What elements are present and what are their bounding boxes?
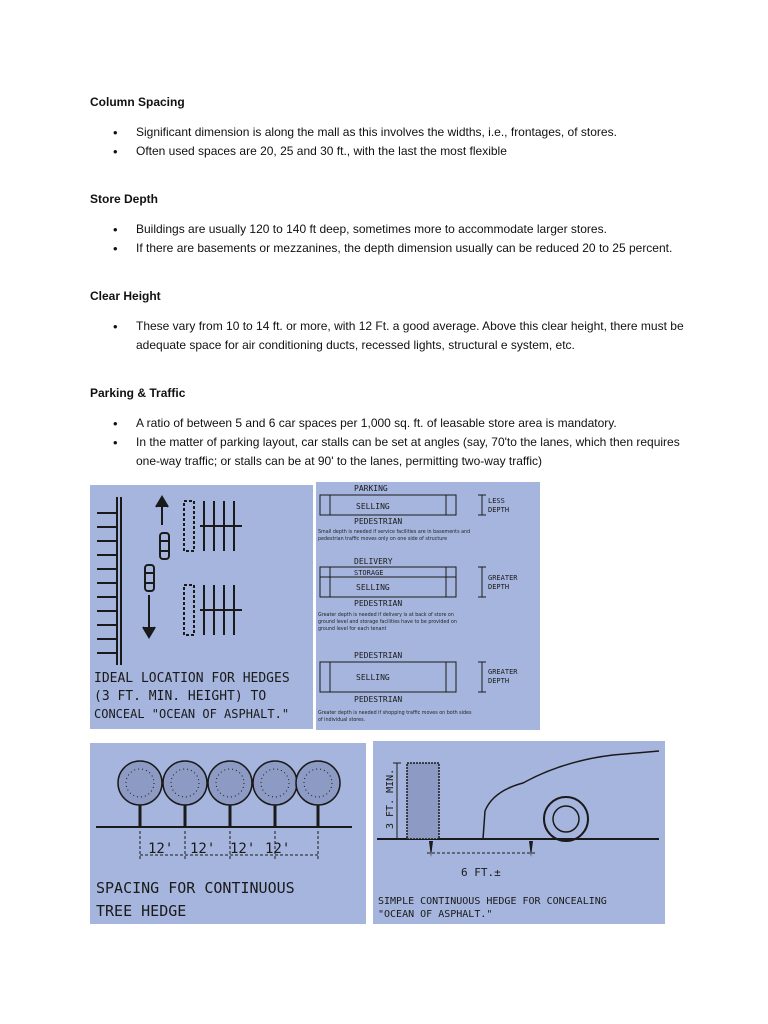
caption-line: (3 FT. MIN. HEIGHT) TO (94, 689, 267, 704)
label-depth: GREATER (488, 668, 518, 676)
list-item: • In the matter of parking layout, car stalls can be set at angles (say, 70'to the lanes, which then requires one-way traffic; or stalls can be at 90' to the lanes, permitting two-way traffic) (90, 433, 690, 471)
label-selling: SELLING (356, 673, 390, 682)
label-pedestrian: PEDESTRIAN (354, 517, 403, 526)
note-line: ground level and storage facilities have to be provided on (318, 620, 457, 625)
list-item: • If there are basements or mezzanines, the depth dimension usually can be reduced 20 to 25 percent. (90, 239, 690, 258)
caption-line: SPACING FOR CONTINUOUS (96, 879, 295, 897)
figure-hedge-parking (90, 485, 313, 729)
heading-parking-traffic: Parking & Traffic (90, 386, 186, 400)
caption-line: IDEAL LOCATION FOR HEDGES (94, 671, 290, 686)
note-line: Small depth is needed if service facilities are in basements and (318, 530, 471, 535)
simple-hedge-drawing (373, 741, 665, 924)
heading-column-spacing: Column Spacing (90, 95, 185, 109)
note-line: ground level for each tenant (318, 627, 387, 632)
figure-simple-hedge (373, 741, 665, 924)
label-depth: DEPTH (488, 677, 510, 685)
label-parking: PARKING (354, 484, 388, 493)
label-depth: GREATER (488, 574, 518, 582)
label-selling: SELLING (356, 583, 390, 592)
label-pedestrian: PEDESTRIAN (354, 651, 403, 660)
spacing-label: 12' (265, 841, 291, 857)
bullet-list-parking-traffic (90, 414, 690, 471)
caption-line: CONCEAL "OCEAN OF ASPHALT." (94, 707, 290, 721)
label-depth: DEPTH (488, 583, 510, 591)
caption-line: SIMPLE CONTINUOUS HEDGE FOR CONCEALING (378, 896, 607, 907)
label-pedestrian: PEDESTRIAN (354, 695, 403, 704)
heading-store-depth: Store Depth (90, 192, 159, 206)
width-label: 6 FT.± (461, 866, 501, 879)
figure-tree-hedge (90, 743, 366, 924)
bullet-list-store-depth (90, 220, 690, 258)
figure-store-depth (316, 482, 540, 730)
bullet-list-clear-height (90, 317, 690, 355)
caption-line: "OCEAN OF ASPHALT." (378, 909, 493, 920)
list-item: • Often used spaces are 20, 25 and 30 ft., with the last the most flexible (90, 142, 690, 161)
label-delivery: DELIVERY (354, 557, 393, 566)
height-label: 3 FT. MIN. (385, 768, 396, 829)
bullet-list-column-spacing (90, 123, 690, 161)
note-line: Greater depth is needed if delivery is at back of store on (318, 613, 454, 618)
spacing-label: 12' (148, 841, 174, 857)
caption-line: TREE HEDGE (96, 902, 187, 920)
list-item: • Buildings are usually 120 to 140 ft deep, sometimes more to accommodate larger stores. (90, 220, 690, 239)
tree-hedge-drawing (90, 743, 366, 924)
label-depth: LESS (488, 497, 505, 505)
label-pedestrian: PEDESTRIAN (354, 599, 403, 608)
store-depth-drawing (316, 482, 540, 730)
hedge-parking-drawing (90, 485, 313, 729)
spacing-label: 12' (230, 841, 256, 857)
list-item: • Significant dimension is along the mall as this involves the widths, i.e., frontages, of stores. (90, 123, 690, 142)
list-item: • These vary from 10 to 14 ft. or more, with 12 Ft. a good average. Above this clear height, there must be adequate space for air conditioning ducts, recessed lights, structural e system, etc. (90, 317, 690, 355)
note-line: of individual stores. (318, 718, 366, 723)
label-storage: STORAGE (354, 569, 384, 577)
note-line: Greater depth is needed if shopping traffic moves on both sides (318, 711, 472, 716)
note-line: pedestrian traffic moves only on one side of structure (318, 537, 448, 542)
label-depth: DEPTH (488, 506, 510, 514)
spacing-label: 12' (190, 841, 216, 857)
label-selling: SELLING (356, 502, 390, 511)
heading-clear-height: Clear Height (90, 289, 161, 303)
list-item: • A ratio of between 5 and 6 car spaces per 1,000 sq. ft. of leasable store area is mandatory. (90, 414, 690, 433)
